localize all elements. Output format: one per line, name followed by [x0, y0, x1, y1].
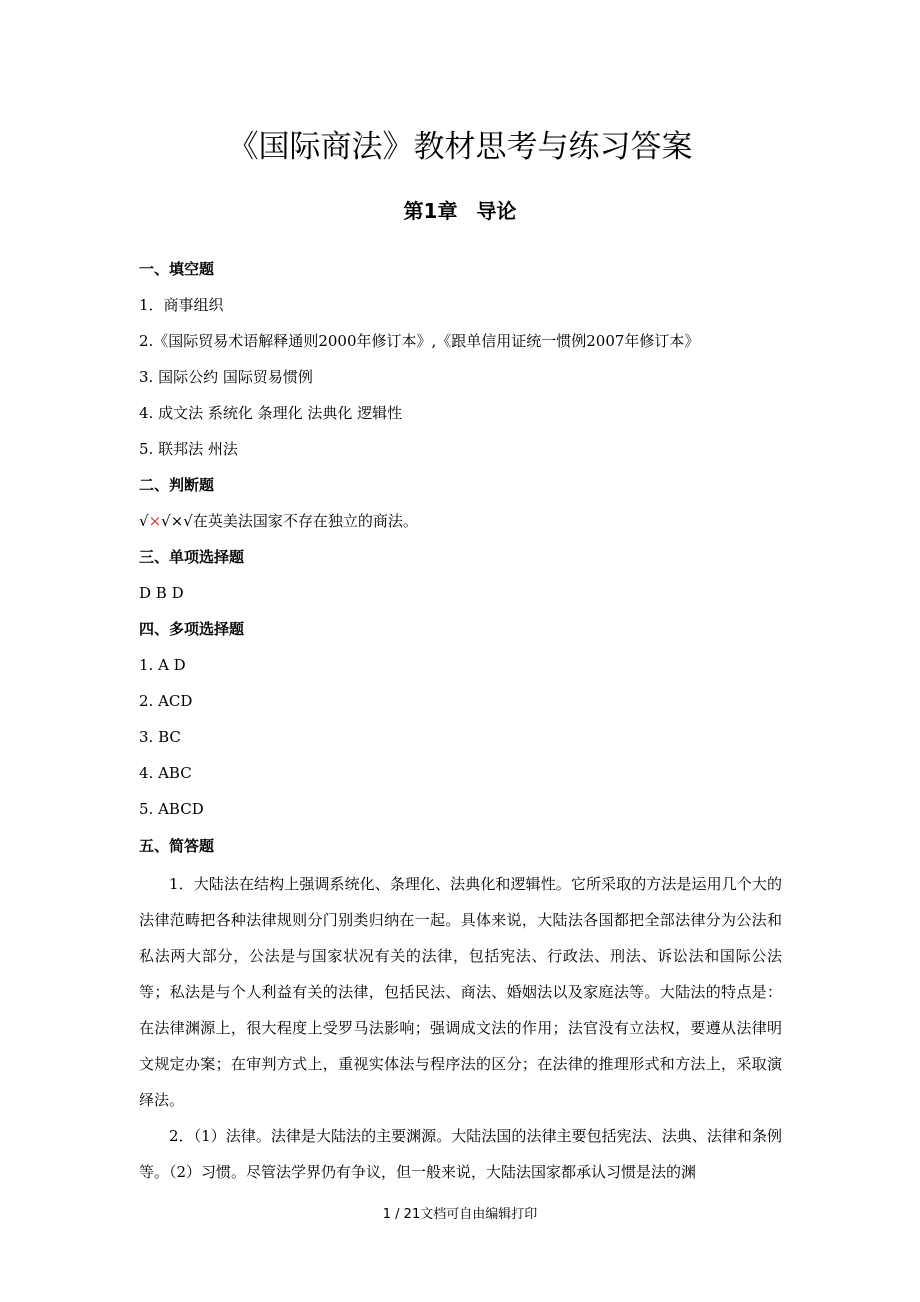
section-heading-true-false: 二、判断题	[139, 476, 215, 494]
answer-line: 2. ACD	[139, 692, 193, 710]
answer-line: 5. ABCD	[139, 800, 204, 818]
answer-line: 2.《国际贸易术语解释通则2000年修订本》,《跟单信用证统一惯例2007年修订本》	[139, 332, 700, 350]
answer-line: 4. 成文法 系统化 条理化 法典化 逻辑性	[139, 404, 403, 422]
short-answer-paragraph: 1．大陆法在结构上强调系统化、条理化、法典化和逻辑性。它所采取的方法是运用几个大的法律范畴把各种法律规则分门别类归纳在一起。具体来说，大陆法各国都把全部法律分为公法和私法两大部分，公法是与国家状况有关的法律，包括宪法、行政法、刑法、诉讼法和国际公法等；私法是与个人利益有关的法律，包括民法、商法、婚姻法以及家庭法等。大陆法的特点是：在法律渊源上，很大程度上受罗马法影响；强调成文法的作用；法官没有立法权，要遵从法律明文规定办案；在审判方式上，重视实体法与程序法的区分；在法律的推理形式和方法上，采取演绎法。	[139, 875, 782, 1109]
chapter-title: 第1章 导论	[403, 199, 517, 223]
answer-line: 3. 国际公约 国际贸易惯例	[139, 368, 313, 386]
answer-mark-red: ×	[148, 512, 162, 530]
short-answer-paragraph: 2．（1）法律。法律是大陆法的主要渊源。大陆法国的法律主要包括宪法、法典、法律和条例等。（2）习惯。尽管法学界仍有争议，但一般来说，大陆法国家都承认习惯是法的渊	[139, 1127, 782, 1181]
answer-line: 1．商事组织	[139, 296, 224, 314]
section-heading-multi-choice: 四、多项选择题	[139, 620, 245, 638]
document-title: 《国际商法》教材思考与练习答案	[227, 129, 693, 165]
single-choice-answers: D B D	[139, 584, 184, 602]
answer-line: 1. A D	[139, 656, 186, 674]
section-heading-fill-blank: 一、填空题	[139, 260, 215, 278]
answer-marks-text: √×√在英美法国家不存在独立的商法。	[161, 512, 418, 530]
answer-line: 3. BC	[139, 728, 181, 746]
answer-mark: √	[139, 512, 149, 530]
answer-line: 4. ABC	[139, 764, 192, 782]
section-heading-single-choice: 三、单项选择题	[139, 548, 245, 566]
page-footer: 1 / 21文档可自由编辑打印	[382, 1207, 538, 1222]
true-false-answers	[139, 510, 784, 532]
section-heading-short-answer: 五、简答题	[139, 837, 215, 855]
answer-line: 5. 联邦法 州法	[139, 440, 238, 458]
